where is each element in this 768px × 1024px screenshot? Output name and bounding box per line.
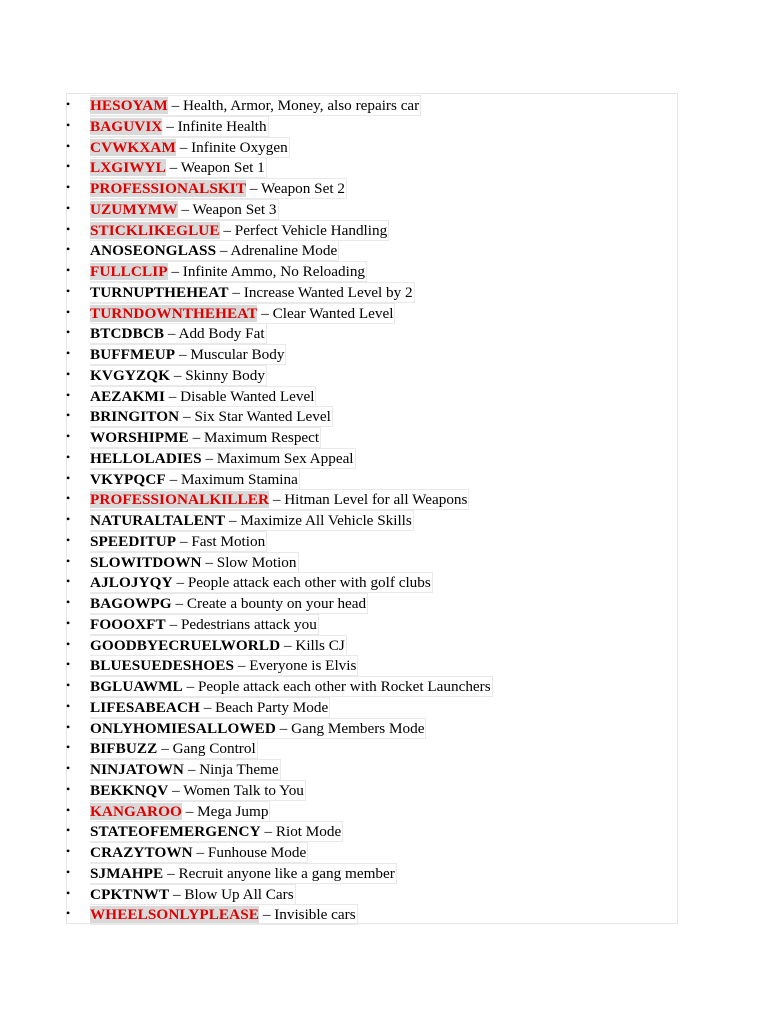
list-item-line xyxy=(90,303,395,324)
list-item xyxy=(66,800,493,821)
bullet-icon: • xyxy=(66,885,71,900)
list-item-line xyxy=(90,738,258,759)
list-item-line xyxy=(90,655,358,676)
separator-dash: – xyxy=(269,491,285,509)
cheat-code: BAGOWPG xyxy=(90,595,172,612)
cheat-code: NATURALTALENT xyxy=(90,512,226,529)
separator-dash: – xyxy=(201,449,217,467)
list-item xyxy=(66,426,493,447)
bullet-icon: • xyxy=(66,117,71,132)
list-item xyxy=(66,862,493,883)
cheat-code: AJLOJYQY xyxy=(90,574,173,592)
bullet-icon: • xyxy=(66,263,71,277)
separator-dash: – xyxy=(280,636,296,654)
cheat-description: Infinite Oxygen xyxy=(191,138,288,156)
separator-dash: – xyxy=(163,864,179,882)
list-item-line xyxy=(90,448,356,469)
cheat-description: Disable Wanted Level xyxy=(180,387,315,405)
list-item-line xyxy=(90,718,426,739)
list-item xyxy=(66,115,493,136)
cheat-code: WORSHIPME xyxy=(90,429,189,446)
cheat-description: Pedestrians attack you xyxy=(180,615,317,633)
list-item-line xyxy=(90,863,397,884)
list-item-line xyxy=(90,780,306,801)
list-item xyxy=(66,281,493,302)
bullet-icon: • xyxy=(66,553,71,568)
list-item xyxy=(66,613,493,634)
list-item xyxy=(66,551,493,572)
bullet-icon: • xyxy=(66,387,71,402)
bullet-icon: • xyxy=(66,242,71,257)
list-item-line xyxy=(90,469,300,490)
bullet-icon: • xyxy=(66,429,71,443)
bullet-icon: • xyxy=(66,802,71,817)
separator-dash: – xyxy=(157,740,173,758)
cheat-description: Six Star Wanted Level xyxy=(194,408,331,426)
list-item-line xyxy=(90,801,270,822)
cheat-code: LIFESABEACH xyxy=(90,698,200,716)
separator-dash: – xyxy=(170,366,186,384)
cheat-description: Infinite Ammo, No Reloading xyxy=(182,263,366,280)
cheat-code: BEKKNQV xyxy=(90,781,169,799)
cheat-code: WHEELSONLYPLEASE xyxy=(90,906,260,924)
list-item xyxy=(66,239,493,260)
bullet-icon: • xyxy=(66,761,71,775)
separator-dash: – xyxy=(275,719,292,737)
list-item xyxy=(66,530,493,551)
list-item xyxy=(66,94,493,115)
list-item xyxy=(66,675,493,696)
bullet-icon: • xyxy=(66,532,71,547)
cheat-description: Ninja Theme xyxy=(199,761,279,778)
bullet-icon: • xyxy=(66,657,71,672)
cheat-description: Mega Jump xyxy=(197,802,269,820)
list-item-line xyxy=(90,759,281,780)
list-item xyxy=(66,156,493,177)
bullet-icon: • xyxy=(66,408,71,423)
list-item-line xyxy=(90,282,415,303)
list-item xyxy=(66,717,493,738)
list-item-line xyxy=(90,884,296,905)
cheat-description: Riot Mode xyxy=(275,823,342,841)
bullet-icon: • xyxy=(66,283,71,298)
cheat-code: LXGIWYL xyxy=(90,159,166,177)
bullet-icon: • xyxy=(66,823,71,838)
list-item xyxy=(66,903,493,924)
cheat-code: PROFESSIONALSKIT xyxy=(90,180,247,197)
list-item xyxy=(66,509,493,530)
cheat-description: People attack each other with Rocket Launchers xyxy=(197,678,491,695)
cheat-description: Health, Armor, Money, also repairs car xyxy=(182,97,420,114)
list-item xyxy=(66,343,493,364)
list-item xyxy=(66,447,493,468)
bullet-icon: • xyxy=(66,864,71,879)
cheat-code: SLOWITDOWN xyxy=(90,553,202,571)
separator-dash: – xyxy=(259,906,275,924)
list-item-line xyxy=(90,406,333,427)
list-item-line xyxy=(90,697,330,718)
separator-dash: – xyxy=(192,844,208,861)
list-item-line xyxy=(90,386,316,407)
separator-dash: – xyxy=(165,470,181,488)
separator-dash: – xyxy=(167,97,183,114)
separator-dash: – xyxy=(216,242,231,260)
cheat-description: Slow Motion xyxy=(216,553,297,571)
cheat-description: Blow Up All Cars xyxy=(184,885,294,903)
separator-dash: – xyxy=(246,180,261,197)
bullet-icon: • xyxy=(66,200,71,215)
list-item-line xyxy=(90,552,299,573)
list-item xyxy=(66,364,493,385)
list-item xyxy=(66,136,493,157)
separator-dash: – xyxy=(172,574,188,592)
list-item-line xyxy=(90,261,367,282)
cheat-description: Maximum Respect xyxy=(203,429,320,446)
bullet-icon: • xyxy=(66,138,71,153)
bullet-icon: • xyxy=(66,449,71,464)
list-item-line xyxy=(90,157,267,178)
list-item-line xyxy=(90,676,493,697)
cheat-code: STICKLIKEGLUE xyxy=(90,221,220,239)
bullet-icon: • xyxy=(66,304,71,319)
list-item-line xyxy=(90,323,267,344)
cheat-description: Skinny Body xyxy=(185,366,265,384)
bullet-icon: • xyxy=(66,346,71,360)
cheat-code: TURNUPTHEHEAT xyxy=(90,283,229,301)
cheat-description: Hitman Level for all Weapons xyxy=(284,491,468,509)
separator-dash: – xyxy=(201,553,217,571)
cheat-description: Invisible cars xyxy=(274,906,356,924)
list-item-line xyxy=(90,365,267,386)
cheat-code: BGLUAWML xyxy=(90,678,183,695)
cheat-code: CPKTNWT xyxy=(90,885,170,903)
list-item xyxy=(66,198,493,219)
cheat-description: Beach Party Mode xyxy=(215,698,329,716)
separator-dash: – xyxy=(175,346,191,363)
bullet-icon: • xyxy=(66,470,71,485)
cheat-description: Adrenaline Mode xyxy=(230,242,338,260)
cheat-description: Weapon Set 3 xyxy=(192,200,277,218)
bullet-icon: • xyxy=(66,366,71,381)
list-item-line xyxy=(90,614,319,635)
list-item xyxy=(66,654,493,675)
cheat-code: FULLCLIP xyxy=(90,263,168,280)
cheat-code: GOODBYECRUELWORLD xyxy=(90,636,281,654)
bullet-icon: • xyxy=(66,698,71,713)
cheat-description: Muscular Body xyxy=(190,346,285,363)
cheat-description: Maximum Stamina xyxy=(180,470,298,488)
cheat-description: Clear Wanted Level xyxy=(272,304,394,322)
cheat-code: KANGAROO xyxy=(90,802,182,820)
bullet-icon: • xyxy=(66,221,71,236)
list-item xyxy=(66,634,493,655)
list-item xyxy=(66,260,493,281)
separator-dash: – xyxy=(257,304,273,322)
cheat-description: Increase Wanted Level by 2 xyxy=(243,283,413,301)
cheat-code: ANOSEONGLASS xyxy=(90,242,217,260)
cheat-code: SJMAHPE xyxy=(90,864,164,882)
list-item xyxy=(66,779,493,800)
bullet-icon: • xyxy=(66,180,71,194)
list-item-line xyxy=(90,240,339,261)
separator-dash: – xyxy=(175,138,192,156)
cheat-code: BAGUVIX xyxy=(90,117,163,135)
separator-dash: – xyxy=(164,387,181,405)
separator-dash: – xyxy=(176,532,192,550)
list-item-line xyxy=(90,95,421,116)
bullet-icon: • xyxy=(66,719,71,734)
list-item-line xyxy=(90,137,290,158)
list-item xyxy=(66,219,493,240)
list-item xyxy=(66,322,493,343)
list-item xyxy=(66,571,493,592)
separator-dash: – xyxy=(162,117,178,135)
cheat-description: Weapon Set 2 xyxy=(260,180,345,197)
cheat-description: Women Talk to You xyxy=(183,781,304,799)
cheat-description: Funhouse Mode xyxy=(207,844,307,861)
cheat-code: FOOOXFT xyxy=(90,615,166,633)
cheat-description: Everyone is Elvis xyxy=(249,657,357,675)
cheat-code: VKYPQCF xyxy=(90,470,166,488)
bullet-icon: • xyxy=(66,159,71,174)
separator-dash: – xyxy=(234,657,250,675)
cheat-description: People attack each other with golf clubs xyxy=(187,574,431,592)
cheat-code: TURNDOWNTHEHEAT xyxy=(90,304,258,322)
separator-dash: – xyxy=(199,698,216,716)
list-item xyxy=(66,488,493,509)
list-item-line xyxy=(90,842,308,863)
separator-dash: – xyxy=(219,221,235,239)
list-item-line xyxy=(90,593,368,614)
separator-dash: – xyxy=(165,159,181,177)
list-item-line xyxy=(90,178,347,199)
list-item-line xyxy=(90,635,347,656)
bullet-icon: • xyxy=(66,678,71,692)
bullet-icon: • xyxy=(66,781,71,796)
cheat-code: HELLOLADIES xyxy=(90,449,202,467)
list-item-line xyxy=(90,199,279,220)
list-item xyxy=(66,696,493,717)
cheat-code: BUFFMEUP xyxy=(90,346,176,363)
separator-dash: – xyxy=(228,283,244,301)
list-item xyxy=(66,385,493,406)
separator-dash: – xyxy=(188,429,204,446)
cheat-code: BIFBUZZ xyxy=(90,740,158,758)
cheat-code: CRAZYTOWN xyxy=(90,844,193,861)
separator-dash: – xyxy=(182,678,198,695)
separator-dash: – xyxy=(164,325,179,343)
list-item-line xyxy=(90,572,433,593)
cheat-code: ONLYHOMIESALLOWED xyxy=(90,719,276,737)
bullet-icon: • xyxy=(66,512,71,526)
list-item-line xyxy=(90,904,358,925)
cheat-description: Maximize All Vehicle Skills xyxy=(240,512,412,529)
cheat-description: Maximum Sex Appeal xyxy=(216,449,354,467)
separator-dash: – xyxy=(165,615,181,633)
cheat-code: HESOYAM xyxy=(90,97,168,114)
list-item xyxy=(66,302,493,323)
list-item-line xyxy=(90,116,269,137)
cheat-code: SPEEDITUP xyxy=(90,532,177,550)
cheat-code: AEZAKMI xyxy=(90,387,165,405)
separator-dash: – xyxy=(168,781,184,799)
bullet-icon: • xyxy=(66,97,71,111)
cheat-code: KVGYZQK xyxy=(90,366,171,384)
cheat-description: Infinite Health xyxy=(177,117,267,135)
separator-dash: – xyxy=(171,595,187,612)
separator-dash: – xyxy=(167,263,183,280)
cheat-description: Gang Members Mode xyxy=(291,719,425,737)
cheat-description: Gang Control xyxy=(172,740,256,758)
cheat-description: Create a bounty on your head xyxy=(186,595,367,612)
bullet-icon: • xyxy=(66,740,71,755)
cheat-description: Weapon Set 1 xyxy=(180,159,265,177)
separator-dash: – xyxy=(260,823,276,841)
cheat-code: PROFESSIONALKILLER xyxy=(90,491,270,509)
bullet-icon: • xyxy=(66,325,71,340)
bullet-icon: • xyxy=(66,844,71,858)
separator-dash: – xyxy=(225,512,241,529)
cheat-description: Kills CJ xyxy=(295,636,345,654)
separator-dash: – xyxy=(179,408,195,426)
list-item-line xyxy=(90,489,469,510)
separator-dash: – xyxy=(169,885,185,903)
bullet-icon: • xyxy=(66,574,71,589)
list-item-line xyxy=(90,344,286,365)
separator-dash: – xyxy=(177,200,193,218)
cheat-description: Perfect Vehicle Handling xyxy=(234,221,388,239)
list-item-line xyxy=(90,531,267,552)
list-item xyxy=(66,177,493,198)
list-item xyxy=(66,883,493,904)
cheat-description: Recruit anyone like a gang member xyxy=(178,864,395,882)
cheat-code: NINJATOWN xyxy=(90,761,185,778)
list-item-line xyxy=(90,510,414,531)
cheat-description: Add Body Fat xyxy=(178,325,265,343)
list-item-line xyxy=(90,821,343,842)
list-item xyxy=(66,592,493,613)
bullet-icon: • xyxy=(66,636,71,651)
separator-dash: – xyxy=(184,761,200,778)
list-item-line xyxy=(90,427,321,448)
cheat-code-list xyxy=(66,94,493,924)
cheat-code: CVWKXAM xyxy=(90,138,176,156)
cheat-code: BTCDBCB xyxy=(90,325,165,343)
list-item-line xyxy=(90,220,389,241)
bullet-icon: • xyxy=(66,595,71,609)
separator-dash: – xyxy=(181,802,198,820)
cheat-code: STATEOFEMERGENCY xyxy=(90,823,261,841)
list-item xyxy=(66,758,493,779)
cheat-code: BLUESUEDESHOES xyxy=(90,657,235,675)
bullet-icon: • xyxy=(66,615,71,630)
bullet-icon: • xyxy=(66,906,71,921)
bullet-icon: • xyxy=(66,491,71,506)
list-item xyxy=(66,468,493,489)
cheat-code: BRINGITON xyxy=(90,408,180,426)
list-item xyxy=(66,737,493,758)
list-item xyxy=(66,405,493,426)
list-item xyxy=(66,841,493,862)
cheat-code: UZUMYMW xyxy=(90,200,178,218)
cheat-description: Fast Motion xyxy=(191,532,266,550)
list-item xyxy=(66,820,493,841)
